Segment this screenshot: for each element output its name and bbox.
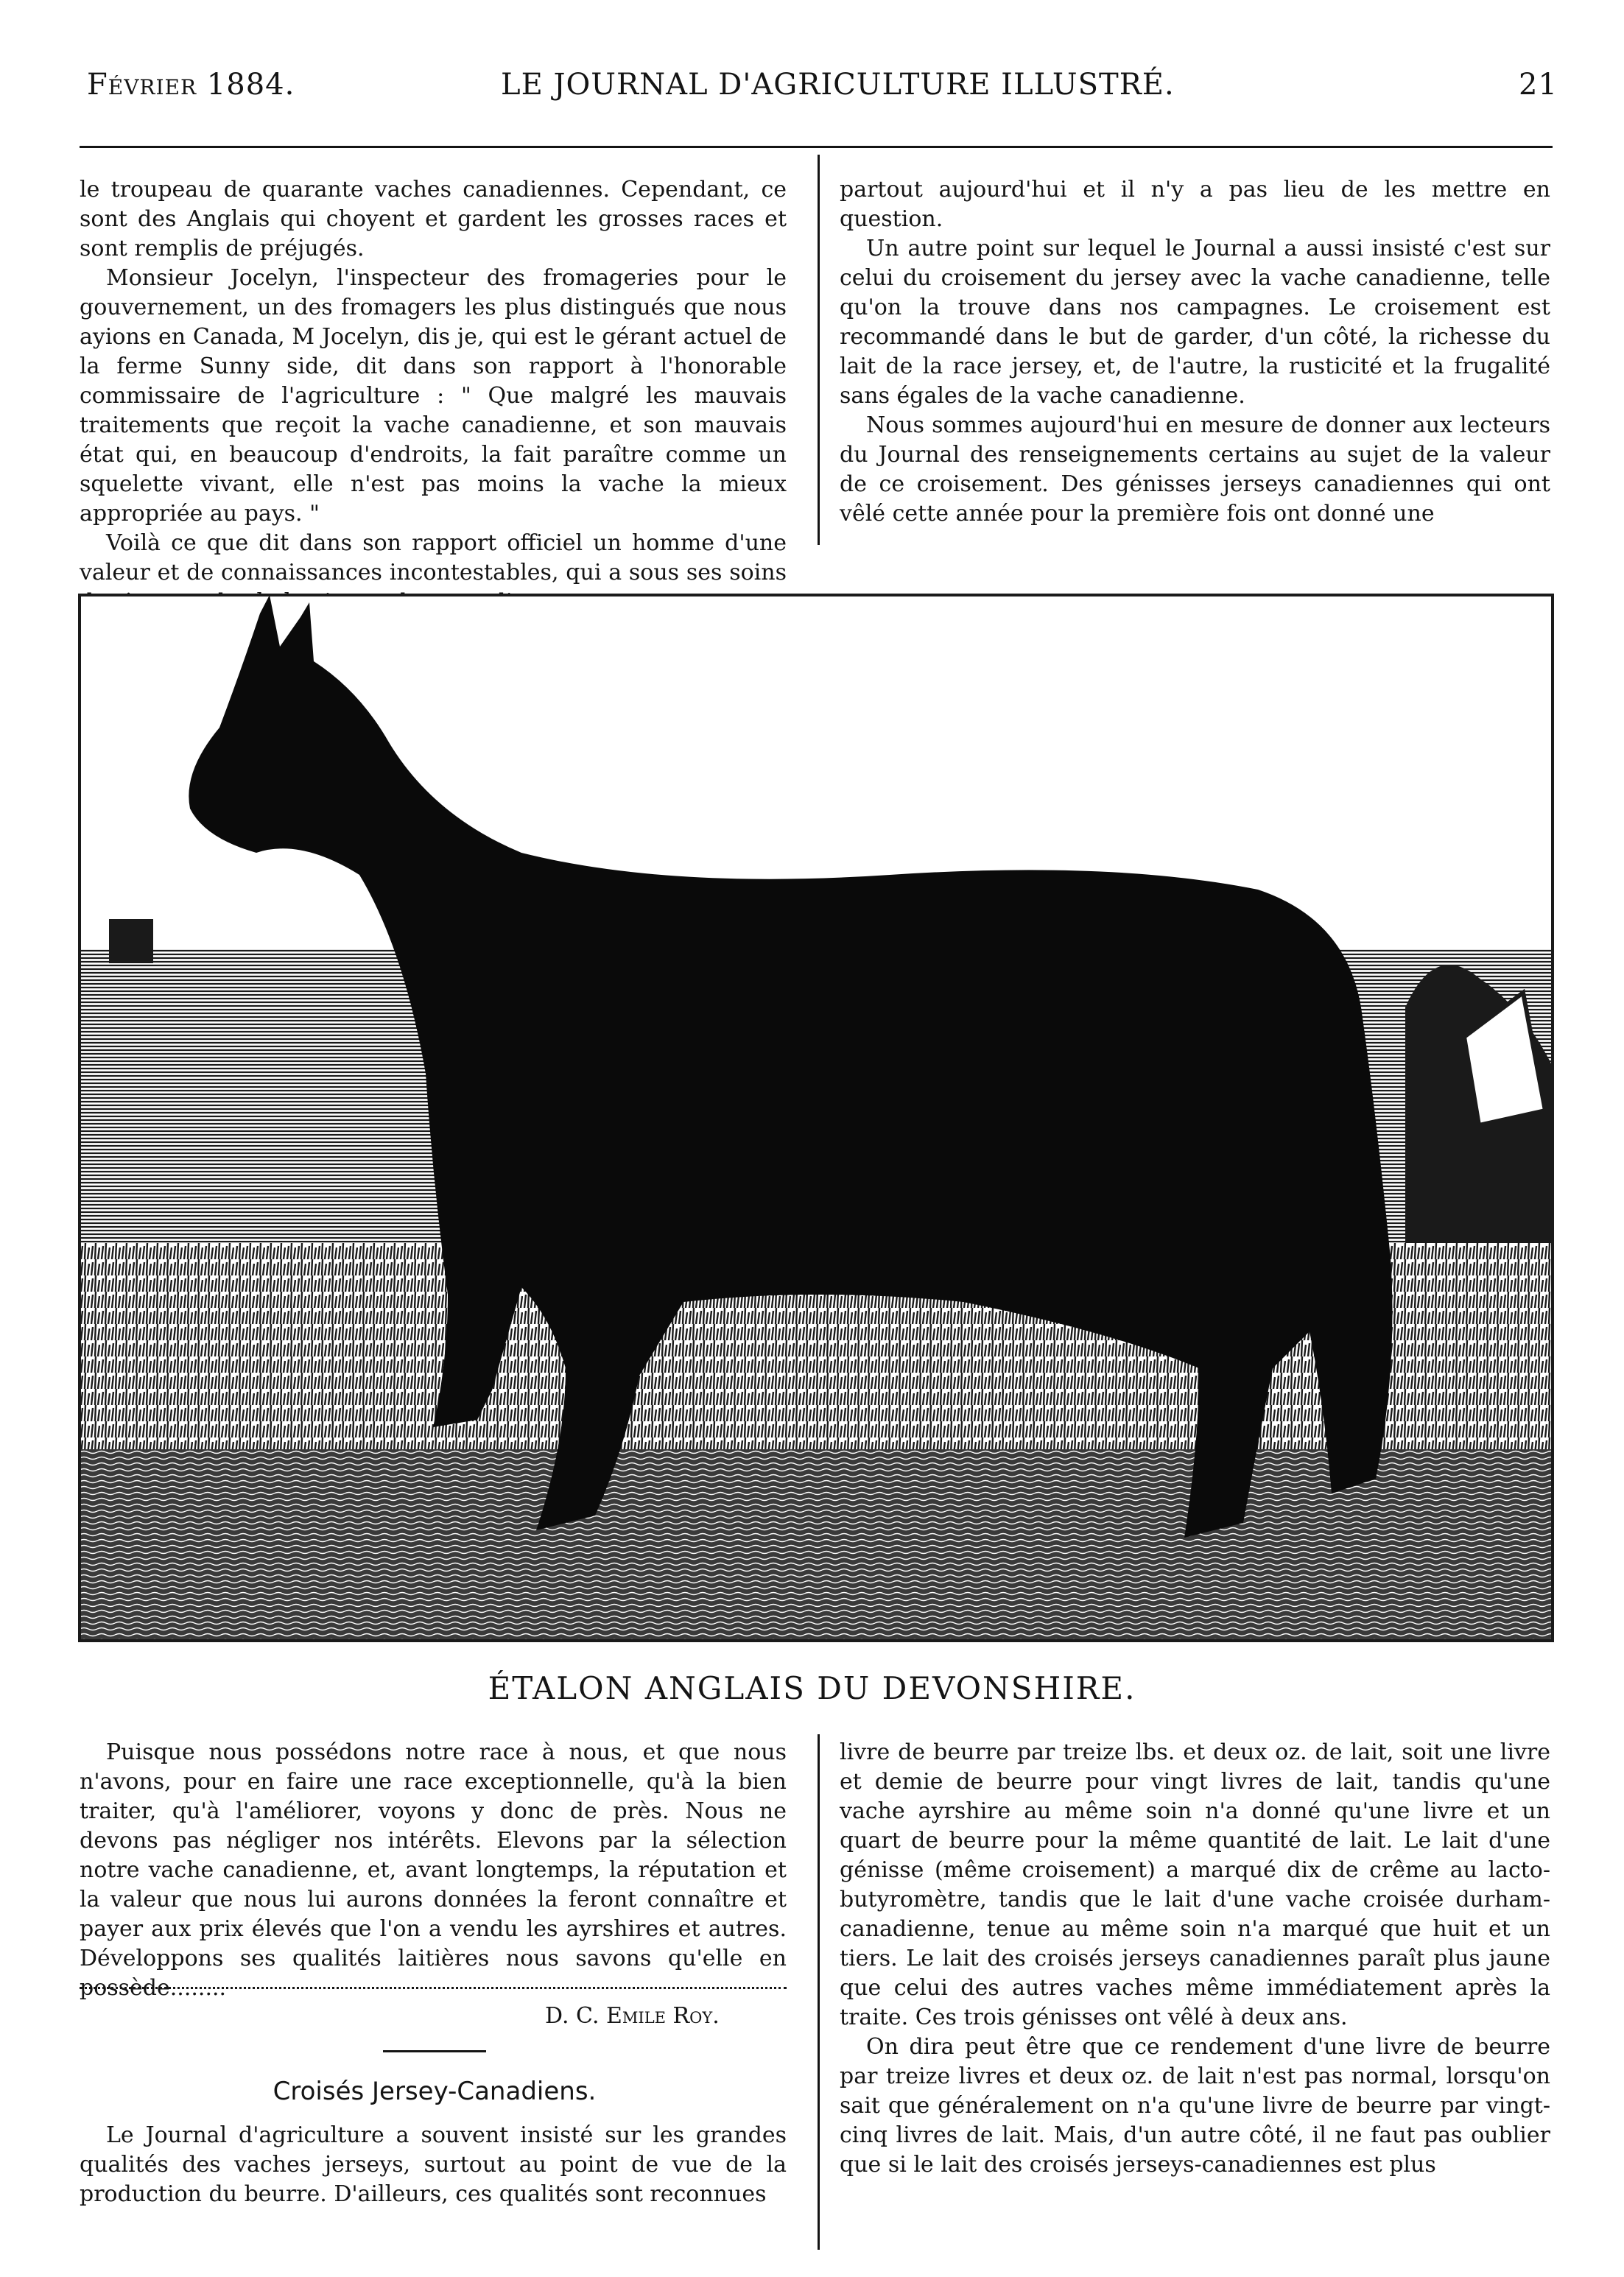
- top-left-column: [80, 175, 787, 585]
- section-title: Croisés Jersey-Canadiens.: [273, 2077, 597, 2106]
- paragraph: Un autre point sur lequel le Journal a aussi insisté c'est sur celui du croisement du jersey avec la vache canadienne, telle qu'on la trouve dans nos campagnes. Le croisement est recommandé dans le but de garder, d'un côté, la richesse du lait de la race jersey, et, de l'autre, la rusticité et la frugalité sans égales de la vache canadienne.: [840, 236, 1550, 409]
- bottom-left-column: [80, 1738, 787, 2001]
- paragraph: On dira peut être que ce rendement d'une livre de beurre par treize livres et deux oz. de lait n'est pas normal, lorsqu'on sait que généralement on n'a qu'une livre de beurre par vingt-cinq livres de lait. Mais, d'un autre côté, il ne faut pas oublier que si le lait des croisés jerseys-canadiennes est plus: [840, 2034, 1550, 2178]
- paragraph: livre de beurre par treize lbs. et deux oz. de lait, soit une livre et demie de beurre pour vingt livres de lait, tandis qu'une vache ayrshire au même soin n'a donné qu'une livre et un quart de beurre pour la même quantité de lait. Le lait d'une génisse (même croisement) a marqué dix de crême au lacto-butyromètre, tandis que le lait d'une vache croisée durham-canadienne, tenue au même soin n'a marqué que huit et un tiers. Le lait des croisés jerseys canadiennes paraît plus jaune que celui des autres vaches même immédiatement après la traite. Ces trois génisses ont vêlé à deux ans.: [840, 1739, 1550, 2030]
- column-divider-top: [818, 155, 820, 545]
- dotted-separator: [80, 1987, 787, 1989]
- stallion-engraving: [80, 595, 1553, 1641]
- section-separator: [383, 2050, 486, 2052]
- page-number: 21: [1519, 68, 1558, 102]
- paragraph: le troupeau de quarante vaches canadiennes. Cependant, ce sont des Anglais qui choyent et gardent les grosses races et sont remplis de préjugés.: [80, 177, 787, 261]
- paragraph: Nous sommes aujourd'hui en mesure de donner aux lecteurs du Journal des renseignements certains au sujet de la valeur de ce croisement. Des génisses jerseys canadiennes qui ont vêlé cette année pour la première fois ont donné une: [840, 412, 1550, 527]
- header-date: Février 1884.: [87, 68, 295, 102]
- column-divider-bottom: [818, 1734, 820, 2250]
- header-rule: [80, 146, 1553, 148]
- top-right-column: [840, 175, 1550, 543]
- illustration-caption: ÉTALON ANGLAIS DU DEVONSHIRE.: [488, 1670, 1136, 1706]
- section-left-column: [80, 2121, 787, 2239]
- paragraph: Monsieur Jocelyn, l'inspecteur des fromageries pour le gouvernement, un des fromagers les plus distingués que nous ayions en Canada, M Jocelyn, dis je, qui est le gérant actuel de la ferme Sunny side, dit dans son rapport à l'honorable commissaire de l'agriculture : " Que malgré les mauvais traitements que reçoit la vache canadienne, et son mauvais état qui, en beaucoup d'endroits, la fait paraître comme un squelette vivant, elle n'est pas moins la vache la mieux appropriée au pays. ": [80, 265, 787, 527]
- paragraph: Le Journal d'agriculture a souvent insisté sur les grandes qualités des vaches jerseys, surtout au point de vue de la production du beurre. D'ailleurs, ces qualités sont reconnues: [80, 2122, 787, 2207]
- paragraph: Puisque nous possédons notre race à nous, et que nous n'avons, pour en faire une race exceptionnelle, qu'à la bien traiter, qu'à l'améliorer, voyons y donc de près. Nous ne devons pas négliger nos intérêts. Elevons par la sélection notre vache canadienne, et, avant longtemps, la réputation et la valeur que nous lui aurons données la feront connaître et payer aux prix élevés que l'on a vendu les ayrshires et autres. Développons ses qualités laitières nous savons qu'elle en possède........: [80, 1739, 787, 2001]
- paragraph: partout aujourd'hui et il n'y a pas lieu de les mettre en question.: [840, 177, 1550, 232]
- author-signature: D. C. Emile Roy.: [545, 2003, 720, 2029]
- paragraph: Voilà ce que dit dans son rapport officiel un homme d'une valeur et de connaissances incontestables, qui a sous ses soins: [80, 530, 787, 585]
- bottom-right-column: [840, 1738, 1550, 2239]
- journal-title: LE JOURNAL D'AGRICULTURE ILLUSTRÉ.: [501, 68, 1175, 102]
